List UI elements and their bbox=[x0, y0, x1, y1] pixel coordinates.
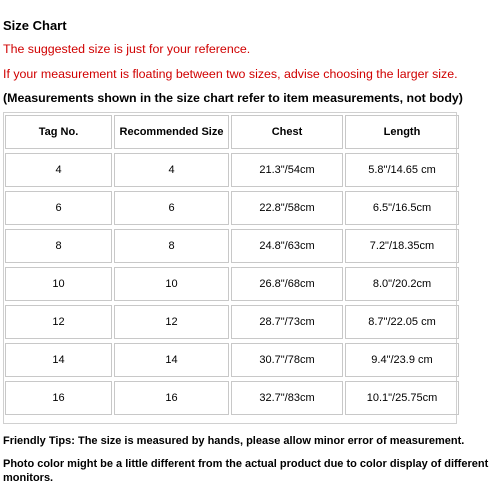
table-cell: 14 bbox=[114, 343, 229, 377]
size-table bbox=[3, 112, 457, 424]
table-cell: 24.8"/63cm bbox=[231, 229, 343, 263]
table-cell: 12 bbox=[114, 305, 229, 339]
column-header-chest: Chest bbox=[231, 115, 343, 149]
table-cell: 8 bbox=[5, 229, 112, 263]
table-cell: 22.8"/58cm bbox=[231, 191, 343, 225]
table-cell: 10.1"/25.75cm bbox=[345, 381, 459, 415]
table-cell: 26.8"/68cm bbox=[231, 267, 343, 301]
table-cell: 8.7"/22.05 cm bbox=[345, 305, 459, 339]
table-cell: 12 bbox=[5, 305, 112, 339]
table-cell: 14 bbox=[5, 343, 112, 377]
table-cell: 21.3"/54cm bbox=[231, 153, 343, 187]
table-cell: 10 bbox=[114, 267, 229, 301]
table-cell: 6 bbox=[5, 191, 112, 225]
friendly-tip: Friendly Tips: The size is measured by hands, please allow minor error of measurement. bbox=[3, 435, 465, 447]
table-cell: 32.7"/83cm bbox=[231, 381, 343, 415]
table-cell: 8 bbox=[114, 229, 229, 263]
table-cell: 4 bbox=[5, 153, 112, 187]
table-cell: 8.0"/20.2cm bbox=[345, 267, 459, 301]
table-cell: 6 bbox=[114, 191, 229, 225]
table-cell: 10 bbox=[5, 267, 112, 301]
reference-note: The suggested size is just for your reference. bbox=[3, 42, 251, 56]
table-cell: 16 bbox=[5, 381, 112, 415]
column-header-length: Length bbox=[345, 115, 459, 149]
column-header-recommended-size: Recommended Size bbox=[114, 115, 229, 149]
color-disclaimer: Photo color might be a little different from the actual product due to color display of different monitors. bbox=[3, 458, 489, 484]
table-cell: 6.5"/16.5cm bbox=[345, 191, 459, 225]
table-cell: 16 bbox=[114, 381, 229, 415]
table-cell: 5.8"/14.65 cm bbox=[345, 153, 459, 187]
column-header-tag-no: Tag No. bbox=[5, 115, 112, 149]
table-cell: 7.2"/18.35cm bbox=[345, 229, 459, 263]
measurement-disclaimer: (Measurements shown in the size chart refer to item measurements, not body) bbox=[3, 91, 463, 105]
table-cell: 30.7"/78cm bbox=[231, 343, 343, 377]
page-title: Size Chart bbox=[3, 18, 67, 33]
table-cell: 28.7"/73cm bbox=[231, 305, 343, 339]
table-cell: 4 bbox=[114, 153, 229, 187]
table-cell: 9.4"/23.9 cm bbox=[345, 343, 459, 377]
sizing-advice-note: If your measurement is floating between two sizes, advise choosing the larger size. bbox=[3, 67, 458, 81]
